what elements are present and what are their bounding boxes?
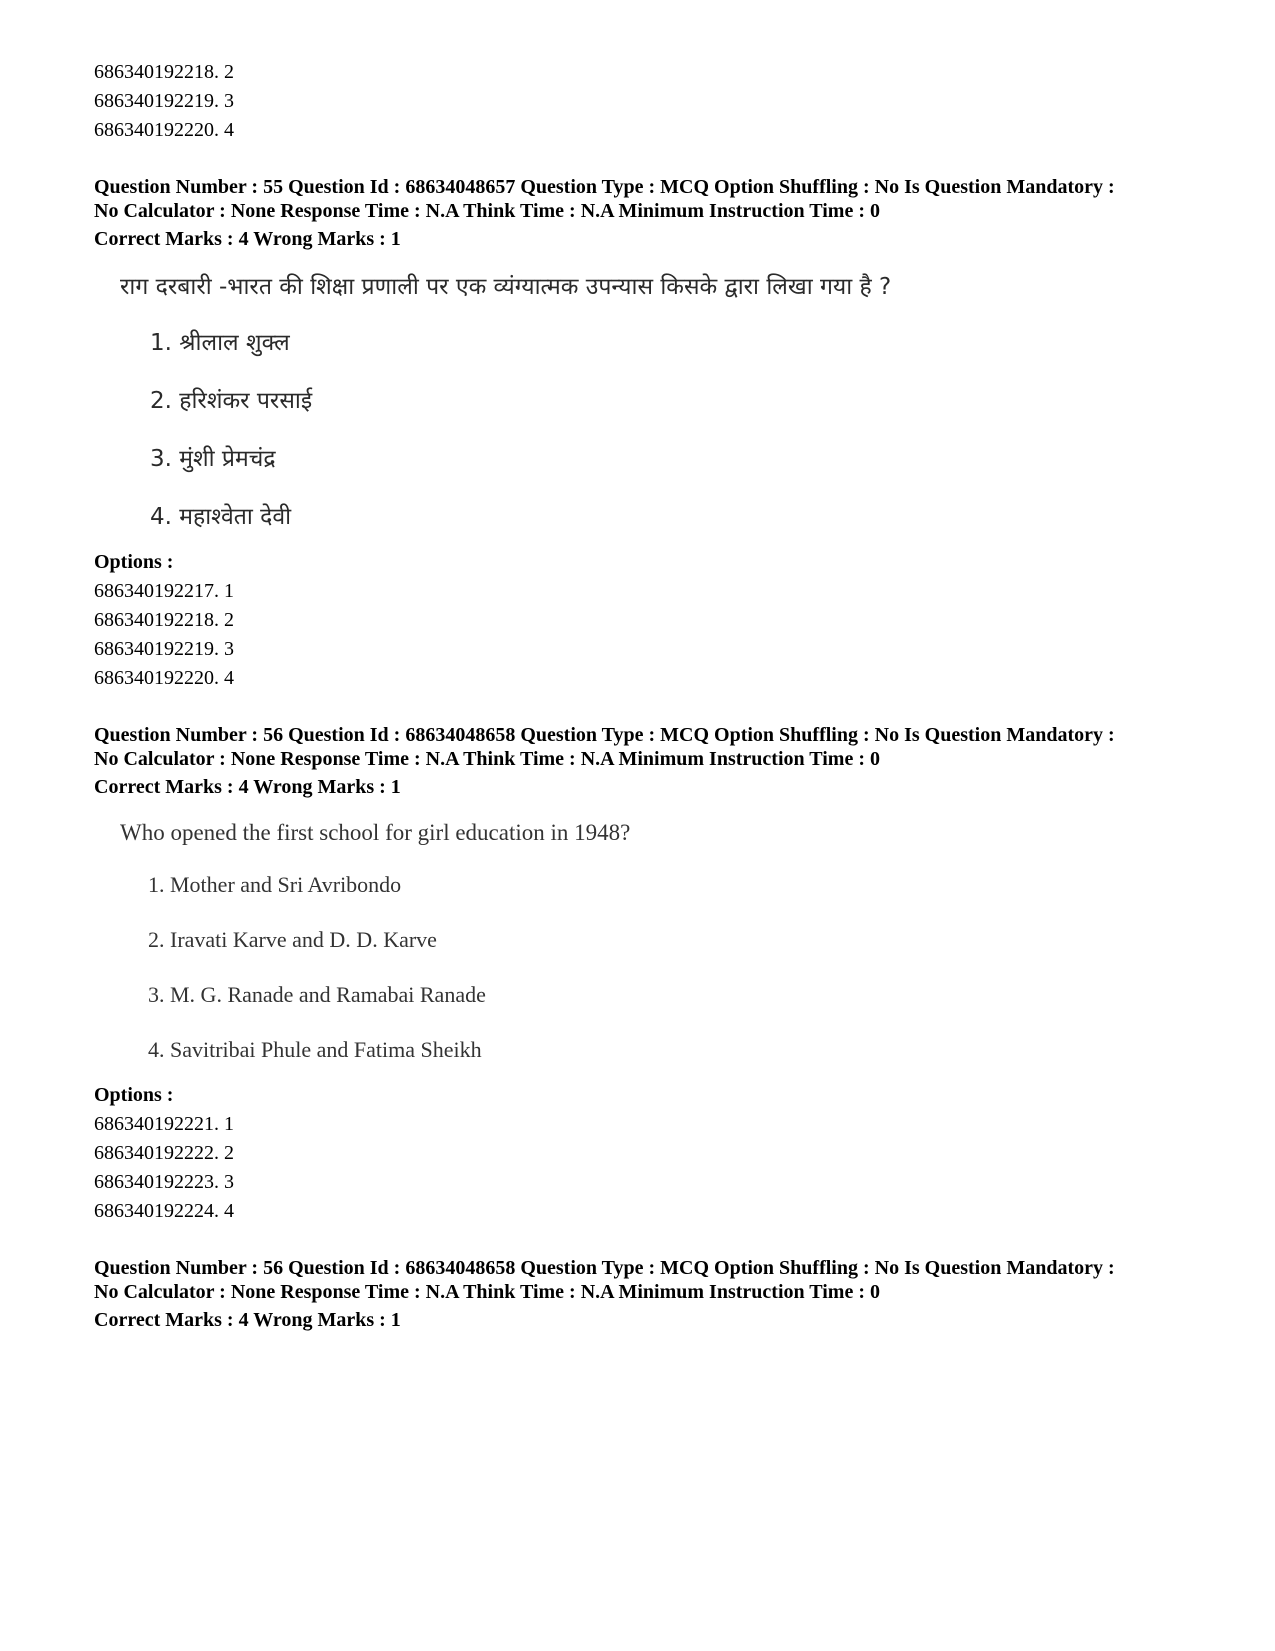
question-block-55 [94, 175, 1214, 693]
question-marks: Correct Marks : 4 Wrong Marks : 1 [94, 228, 401, 250]
question-marks: Correct Marks : 4 Wrong Marks : 1 [94, 776, 401, 798]
option-line: 686340192217. 1 [94, 580, 234, 602]
answer-choice: 3. मुंशी प्रेमचंद्र [150, 446, 276, 472]
option-line: 686340192220. 4 [94, 119, 234, 141]
option-line: 686340192219. 3 [94, 638, 234, 660]
answer-choice: 1. Mother and Sri Avribondo [148, 872, 402, 897]
answer-choice: 1. श्रीलाल शुक्ल [150, 330, 290, 356]
option-line: 686340192219. 3 [94, 90, 234, 112]
question-header-line2: No Calculator : None Response Time : N.A Think Time : N.A Minimum Instruction Time : 0 [94, 748, 880, 770]
question-marks: Correct Marks : 4 Wrong Marks : 1 [94, 1309, 401, 1331]
question-header-line2: No Calculator : None Response Time : N.A Think Time : N.A Minimum Instruction Time : 0 [94, 200, 880, 222]
option-line: 686340192224. 4 [94, 1200, 234, 1222]
question-block-56-repeat [94, 1256, 1214, 1335]
answer-choice: 2. Iravati Karve and D. D. Karve [148, 927, 437, 952]
question-text: Who opened the first school for girl education in 1948? [120, 820, 631, 845]
option-line: 686340192218. 2 [94, 609, 234, 631]
answer-choice: 4. Savitribai Phule and Fatima Sheikh [148, 1037, 482, 1062]
option-line: 686340192222. 2 [94, 1142, 234, 1164]
option-line: 686340192220. 4 [94, 667, 234, 689]
question-header-line1: Question Number : 55 Question Id : 68634048657 Question Type : MCQ Option Shuffling : No Is Question Mandatory : [94, 176, 1115, 198]
option-line: 686340192221. 1 [94, 1113, 234, 1135]
question-content [120, 270, 1214, 534]
previous-options-list [94, 58, 1214, 145]
question-content [120, 818, 1214, 1065]
options-label: Options : [94, 551, 174, 573]
answer-choice: 3. M. G. Ranade and Ramabai Ranade [148, 982, 486, 1007]
question-header-line2: No Calculator : None Response Time : N.A Think Time : N.A Minimum Instruction Time : 0 [94, 1281, 880, 1303]
answer-choice: 2. हरिशंकर परसाई [150, 388, 313, 414]
option-line: 686340192218. 2 [94, 61, 234, 83]
question-block-56 [94, 723, 1214, 1226]
question-header-line1: Question Number : 56 Question Id : 68634048658 Question Type : MCQ Option Shuffling : No Is Question Mandatory : [94, 1257, 1115, 1279]
answer-choice: 4. महाश्वेता देवी [150, 504, 292, 530]
question-text: राग दरबारी -भारत की शिक्षा प्रणाली पर एक व्यंग्यात्मक उपन्यास किसके द्वारा लिखा गया है ? [120, 274, 892, 300]
option-line: 686340192223. 3 [94, 1171, 234, 1193]
options-label: Options : [94, 1084, 174, 1106]
document-page [94, 58, 1214, 1335]
question-header-line1: Question Number : 56 Question Id : 68634048658 Question Type : MCQ Option Shuffling : No Is Question Mandatory : [94, 724, 1115, 746]
